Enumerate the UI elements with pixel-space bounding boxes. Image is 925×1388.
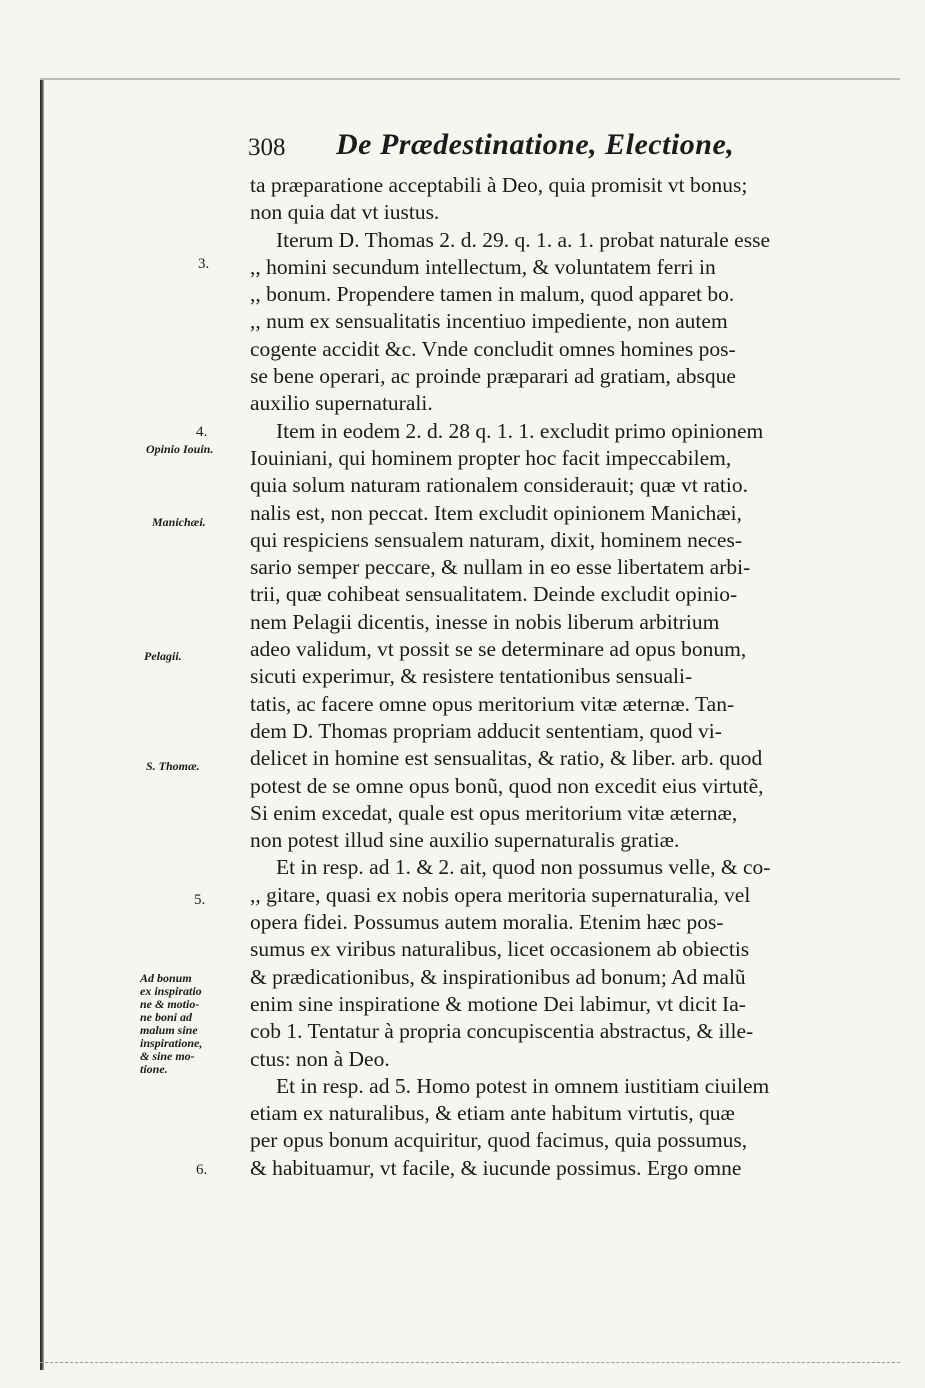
margin-number-4: 4.: [196, 424, 208, 440]
text-line: tatis, ac facere omne opus meritorium vitæ æternæ. Tan-: [250, 691, 735, 716]
text-line: Et in resp. ad 1. & 2. ait, quod non possumus velle, & co-: [276, 855, 771, 880]
text-line: quia solum naturam rationalem considerauit; quæ vt ratio.: [250, 473, 748, 498]
margin-note-line: ex inspiratio: [140, 984, 202, 998]
margin-note-line: ne boni ad: [140, 1010, 193, 1024]
text-line: sumus ex viribus naturalibus, licet occasionem ab obiectis: [250, 937, 750, 962]
margin-note-line: Ad bonum: [140, 971, 192, 985]
text-line: nalis est, non peccat. Item excludit opinionem Manichæi,: [250, 500, 742, 525]
text-line: delicet in homine est sensualitas, & ratio, & liber. arb. quod: [250, 746, 763, 771]
text-line: & prædicationibus, & inspirationibus ad bonum; Ad malũ: [250, 964, 746, 989]
text-line: trii, quæ cohibeat sensualitatem. Deinde excludit opinio-: [250, 582, 738, 607]
text-line: enim sine inspiratione & motione Dei labimur, vt dicit Ia-: [250, 991, 746, 1016]
text-line: etiam ex naturalibus, & etiam ante habitum virtutis, quæ: [250, 1101, 735, 1126]
margin-number-3: 3.: [198, 256, 210, 272]
text-line: ctus: non à Deo.: [250, 1046, 390, 1071]
page-binding-edge: [40, 80, 44, 1370]
text-line: qui respiciens sensualem naturam, dixit, hominem neces-: [250, 527, 742, 552]
text-line: nem Pelagii dicentis, inesse in nobis liberum arbitrium: [250, 609, 720, 634]
text-line: & habituamur, vt facile, & iucunde possimus. Ergo omne: [250, 1155, 742, 1180]
page-number: 308: [248, 134, 286, 161]
text-line: ,, num ex sensualitatis incentiuo impediente, non autem: [250, 309, 728, 334]
text-line: non potest illud sine auxilio supernaturalis gratiæ.: [250, 828, 680, 853]
text-line: per opus bonum acquiritur, quod facimus, quia possumus,: [250, 1128, 748, 1153]
margin-note-s-thomae: S. Thomæ.: [146, 759, 200, 773]
margin-note-pelagii: Pelagii.: [144, 649, 182, 663]
text-line: auxilio supernaturali.: [250, 391, 433, 416]
text-line: ,, gitare, quasi ex nobis opera meritoria supernaturalia, vel: [250, 882, 751, 907]
margin-note-line: malum sine: [140, 1023, 198, 1037]
text-line: Iouiniani, qui hominem propter hoc facit impeccabilem,: [250, 445, 732, 470]
text-line: sicuti experimur, & resistere tentationibus sensuali-: [250, 664, 693, 689]
page-bottom-edge: [40, 1362, 900, 1364]
margin-number-6: 6.: [196, 1162, 208, 1178]
text-line: potest de se omne opus bonũ, quod non excedit eius virtutẽ,: [250, 773, 764, 798]
text-line: non quia dat vt iustus.: [250, 200, 440, 225]
text-line: ,, bonum. Propendere tamen in malum, quod apparet bo.: [250, 282, 735, 307]
running-title: De Prædestinatione, Electione,: [336, 128, 735, 161]
text-line: opera fidei. Possumus autem moralia. Etenim hæc pos-: [250, 910, 724, 935]
text-line: ta præparatione acceptabili à Deo, quia promisit vt bonus;: [250, 173, 748, 197]
main-text: [250, 172, 870, 1182]
text-line: cob 1. Tentatur à propria concupiscentia abstractus, & ille-: [250, 1019, 754, 1044]
page-header: [248, 128, 888, 172]
text-line: se bene operari, ac proinde præparari ad gratiam, absque: [250, 364, 736, 389]
text-line: Item in eodem 2. d. 28 q. 1. 1. excludit primo opinionem: [276, 418, 764, 443]
margin-note-line: inspiratione,: [140, 1036, 203, 1050]
text-line: cogente accidit &c. Vnde concludit omnes homines pos-: [250, 336, 736, 361]
text-line: dem D. Thomas propriam adducit sententiam, quod vi-: [250, 718, 722, 743]
margin-note-manichaei: Manichæi.: [152, 515, 206, 529]
text-line: ,, homini secundum intellectum, & voluntatem ferri in: [250, 254, 716, 279]
text-line: Iterum D. Thomas 2. d. 29. q. 1. a. 1. probat naturale esse: [276, 227, 770, 252]
text-line: Et in resp. ad 5. Homo potest in omnem iustitiam ciuilem: [276, 1073, 770, 1098]
margin-note-line: & sine mo-: [140, 1049, 195, 1063]
margin-note-line: tione.: [140, 1062, 168, 1076]
text-line: adeo validum, vt possit se se determinare ad opus bonum,: [250, 637, 747, 662]
margin-note-line: ne & motio-: [140, 997, 200, 1011]
text-line: sario semper peccare, & nullam in eo esse libertatem arbi-: [250, 555, 751, 580]
margin-note-ad-bonum: [140, 972, 240, 1076]
margin-note-opinio-iouin: Opinio Iouin.: [146, 442, 214, 456]
text-line: Si enim excedat, quale est opus meritorium vitæ æternæ,: [250, 800, 738, 825]
page-top-edge: [40, 78, 900, 80]
margin-number-5: 5.: [194, 892, 206, 908]
